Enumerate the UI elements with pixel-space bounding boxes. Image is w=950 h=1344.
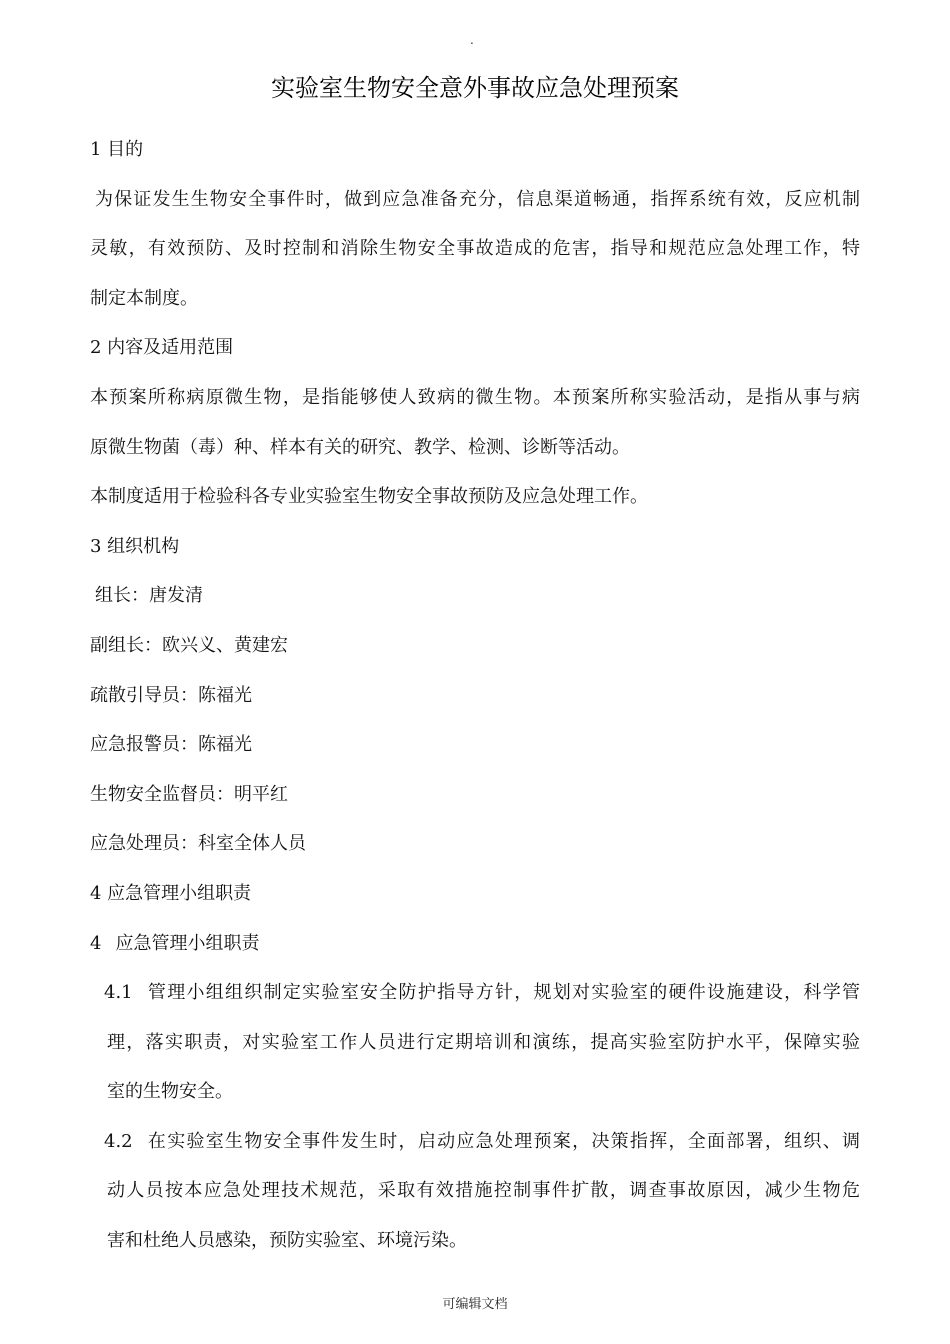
section-1-paragraph-line-1: 为保证发生生物安全事件时，做到应急准备充分，信息渠道畅通，指挥系统有效，反应机制 [95,188,860,210]
org-deputy-leader: 副组长：欧兴义、黄建宏 [90,634,288,656]
section-2-heading: 2 内容及适用范围 [90,337,234,359]
section-1-heading: 1 目的 [90,139,144,160]
org-biosafety-supervisor: 生物安全监督员：明平红 [90,783,288,805]
section-4-2-line-1 [90,1117,860,1167]
org-alarm-officer: 应急报警员：陈福光 [90,734,252,756]
section-4-subheading-number: 4 [90,932,102,954]
document-body [90,125,860,1266]
org-leader: 组长：唐发清 [95,585,203,607]
section-4-2-text-1: 在实验室生物安全事件发生时，启动应急处理预案，决策指挥，全面部署，组织、调 [146,1130,860,1152]
section-2-paragraph-line-3: 本制度适用于检验科各专业实验室生物安全事故预防及应急处理工作。 [90,486,648,508]
document-title: 实验室生物安全意外事故应急处理预案 [271,74,679,102]
section-4-1-line-3: 室的生物安全。 [107,1081,233,1103]
section-4-2-number: 4.2 [104,1130,133,1152]
section-1-paragraph-line-3: 制定本制度。 [90,287,198,309]
section-3-heading: 3 组织机构 [90,535,180,557]
org-emergency-handler: 应急处理员：科室全体人员 [90,833,306,855]
section-4-2-line-2: 动人员按本应急处理技术规范，采取有效措施控制事件扩散，调查事故原因，减少生物危 [107,1180,860,1202]
section-4-subheading [90,919,860,969]
section-2-paragraph-line-2: 原微生物菌（毒）种、样本有关的研究、教学、检测、诊断等活动。 [90,436,630,458]
section-1-paragraph-line-2: 灵敏，有效预防、及时控制和消除生物安全事故造成的危害，指导和规范应急处理工作，特 [90,238,860,260]
section-4-1-line-1 [90,968,860,1018]
section-4-2-line-3: 害和杜绝人员感染，预防实验室、环境污染。 [107,1230,467,1252]
section-4-1-number: 4.1 [104,982,133,1004]
page-footer: 可编辑文档 [442,1297,508,1312]
section-2-paragraph-line-1: 本预案所称病原微生物，是指能够使人致病的微生物。本预案所称实验活动，是指从事与病 [90,386,860,408]
section-4-1-text-1: 管理小组组织制定实验室安全防护指导方针，规划对实验室的硬件设施建设，科学管 [146,982,860,1004]
section-4-heading: 4 应急管理小组职责 [90,882,252,904]
section-4-1-line-2: 理，落实职责，对实验室工作人员进行定期培训和演练，提高实验室防护水平，保障实验 [107,1031,860,1053]
section-4-subheading-text: 应急管理小组职责 [115,932,260,954]
org-evacuation-guide: 疏散引导员：陈福光 [90,684,252,706]
header-mark: . [470,33,474,47]
